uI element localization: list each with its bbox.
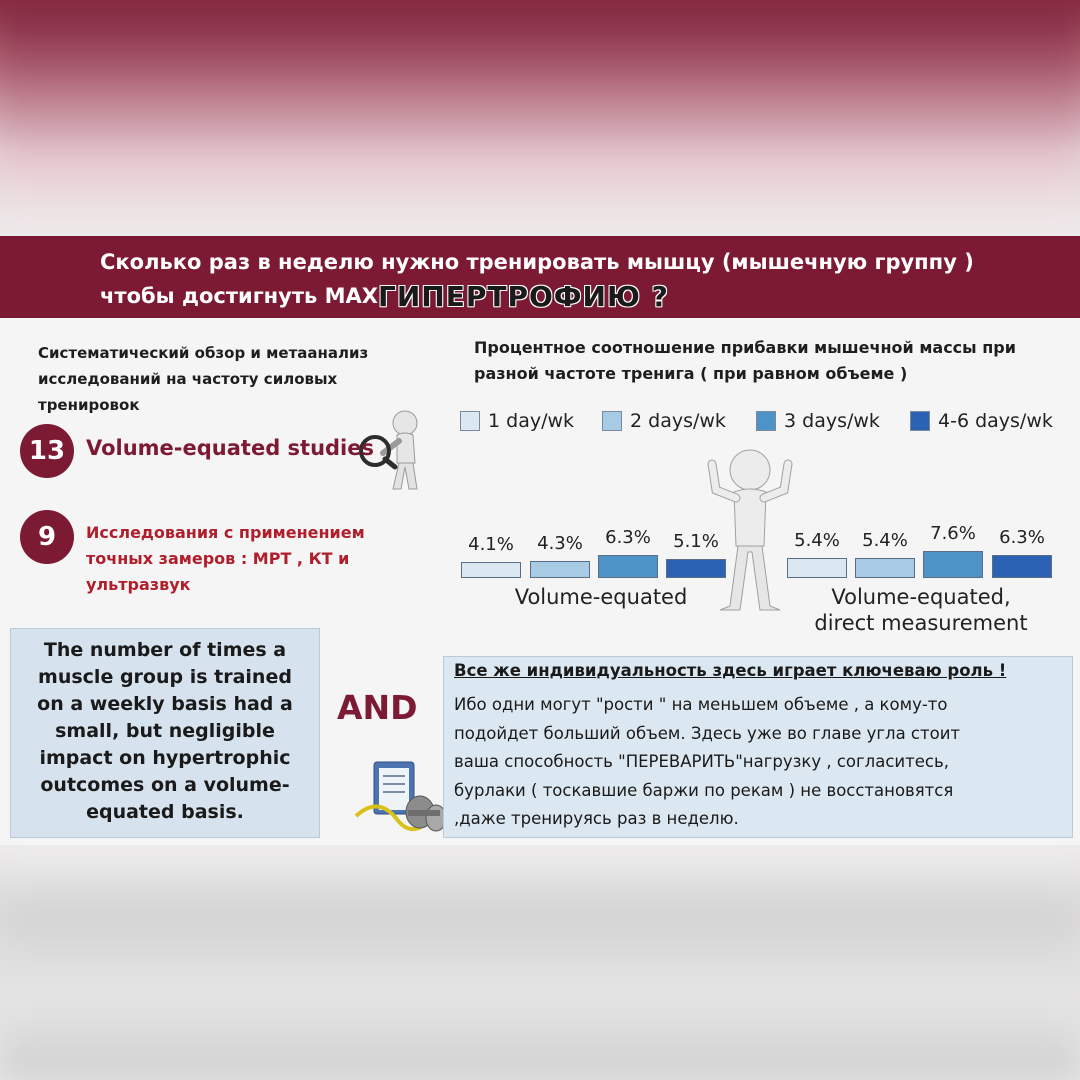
- chart-title: [474, 335, 1054, 387]
- legend-swatch: [602, 411, 622, 431]
- bar-value-label: 6.3%: [605, 527, 651, 548]
- note-line: бурлаки ( тоскавшие баржи по рекам ) не восстановятся: [454, 780, 954, 800]
- group-label: [786, 584, 1056, 636]
- legend-label: 2 days/wk: [630, 410, 726, 432]
- legend-label: 1 day/wk: [488, 410, 575, 432]
- review-title: [38, 340, 398, 418]
- note-line: ваша способность "ПЕРЕВАРИТЬ"нагрузку , согласитесь,: [454, 752, 949, 771]
- blurred-background-top: [0, 0, 1080, 236]
- group-label: [470, 584, 732, 610]
- studies-label-line: Исследования с применением: [86, 523, 365, 542]
- review-title-line: Систематический обзор и метаанализ: [38, 344, 369, 362]
- header-overlay-text: ГИПЕРТРОФИЮ ?: [378, 280, 669, 313]
- bar-value-label: 4.1%: [468, 534, 514, 555]
- summary-line: on a weekly basis had a: [37, 693, 293, 715]
- count-badge-9: 9: [20, 510, 74, 564]
- count-badge-13: 13: [20, 424, 74, 478]
- summary-line: impact on hypertrophic: [39, 747, 291, 769]
- bar-value-label: 5.4%: [862, 530, 908, 551]
- studies-label-line: точных замеров : МРТ , КТ и: [86, 549, 350, 568]
- legend-item: [756, 410, 880, 432]
- chart-title-line: Процентное соотношение прибавки мышечной массы при: [474, 338, 1016, 357]
- legend-item: [602, 410, 726, 432]
- note-line: ,даже тренируясь раз в неделю.: [454, 809, 739, 828]
- legend-label: 4-6 days/wk: [938, 410, 1053, 432]
- header-banner: [0, 236, 1080, 318]
- note-body: [454, 691, 1069, 834]
- review-title-line: исследований на частоту силовых: [38, 370, 338, 388]
- bar-value-label: 7.6%: [930, 523, 976, 544]
- blurred-background-bottom: [0, 845, 1080, 1080]
- bar-value-label: 6.3%: [999, 527, 1045, 548]
- summary-line: outcomes on a volume-: [40, 774, 290, 796]
- header-line-2: чтобы достигнуть MAX: [100, 284, 378, 308]
- chart-bar: [923, 551, 983, 578]
- legend-item: [460, 410, 574, 432]
- studies-label-line: ультразвук: [86, 575, 191, 594]
- legend-item: [910, 410, 1053, 432]
- chart-bar: [787, 558, 847, 578]
- group-label-line: Volume-equated,: [831, 585, 1011, 609]
- note-heading: Все же индивидуальность здесь играет ключеваю роль !: [454, 661, 1007, 680]
- summary-box: [10, 628, 320, 838]
- bar-value-label: 5.1%: [673, 531, 719, 552]
- chart-bar: [530, 561, 590, 578]
- chart-bar: [666, 559, 726, 578]
- chart-bar: [992, 555, 1052, 578]
- summary-line: small, but negligible: [55, 720, 275, 742]
- summary-line: equated basis.: [86, 801, 244, 823]
- bar-value-label: 5.4%: [794, 530, 840, 551]
- legend-label: 3 days/wk: [784, 410, 880, 432]
- chart-title-line: разной частоте тренига ( при равном объеме ): [474, 364, 908, 383]
- bar-value-label: 4.3%: [537, 533, 583, 554]
- note-line: Ибо одни могут "рости " на меньшем объеме , а кому-то: [454, 695, 948, 714]
- group-label-line: Volume-equated: [514, 585, 688, 609]
- header-line-1: Сколько раз в неделю нужно тренировать мышцу (мышечную группу ): [100, 250, 974, 274]
- review-title-line: тренировок: [38, 396, 140, 414]
- individuality-note-box: [443, 656, 1073, 838]
- direct-measurement-studies-label: [86, 520, 386, 598]
- clipboard-dumbbell-illustration: [350, 756, 450, 844]
- legend-swatch: [460, 411, 480, 431]
- volume-equated-studies-label: Volume-equated studies: [86, 436, 375, 460]
- infographic-card: [0, 236, 1080, 845]
- legend-swatch: [756, 411, 776, 431]
- chart-bar: [461, 562, 521, 578]
- summary-line: The number of times a: [43, 639, 287, 661]
- summary-line: muscle group is trained: [38, 666, 292, 688]
- and-connector: AND: [337, 688, 418, 727]
- note-line: подойдет больший объем. Здесь уже во главе угла стоит: [454, 723, 961, 743]
- chart-bar: [855, 558, 915, 578]
- legend-swatch: [910, 411, 930, 431]
- chart-bar: [598, 555, 658, 578]
- group-label-line: direct measurement: [814, 611, 1028, 635]
